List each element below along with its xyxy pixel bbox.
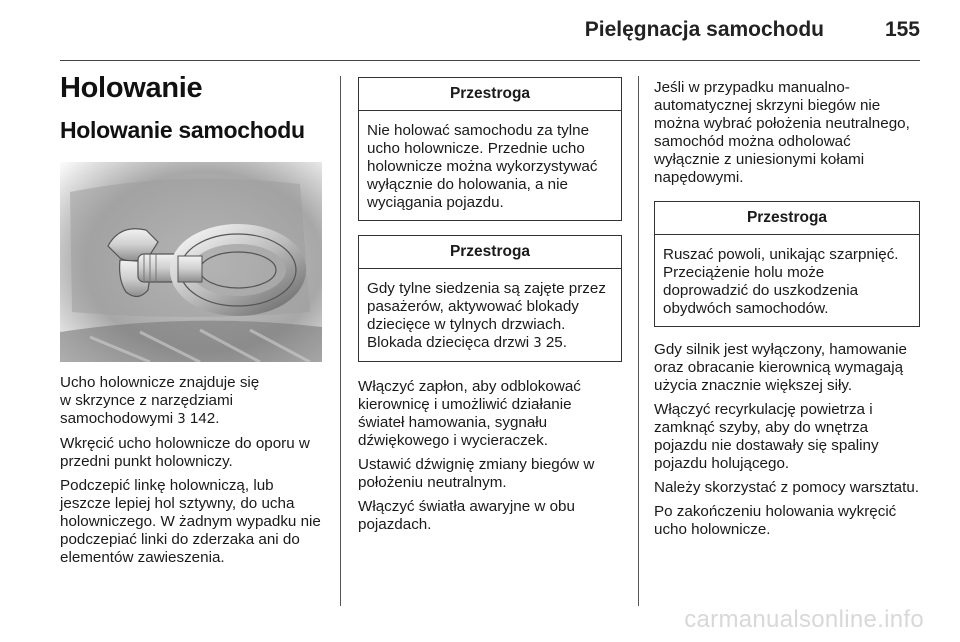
page-ref-icon: 3: [533, 336, 542, 351]
paragraph-ignition: Włączyć zapłon, aby odblokować kierownicę i umożliwić działanie świateł hamowania, sygnału dźwiękowego i wycieraczek.: [358, 378, 581, 449]
warning-box-rear-eye: [358, 77, 622, 221]
column-2: [358, 77, 622, 540]
watermark-logo: carmanualsonline.info: [684, 606, 924, 633]
warning-title: Przestroga: [359, 78, 621, 111]
warning-body: Nie holować samochodu za tylne ucho holownicze. Przednie ucho holownicze można wykorzystywać wyłącznie do holowania, a nie wyciągania pojazdu.: [367, 122, 598, 211]
warning-body: Gdy tylne siedzenia są zajęte przez pasażerów, aktywować blokady dziecięce w tylnych drzwiach. Blokada dziecięca drzwi 3 25.: [367, 280, 606, 351]
column-divider-2: [638, 76, 639, 606]
column-1: [60, 72, 322, 566]
paragraph-screw-in: Wkręcić ucho holownicze do oporu w przedni punkt holowniczy.: [60, 435, 310, 470]
paragraph-workshop: Należy skorzystać z pomocy warsztatu.: [654, 479, 920, 496]
header-divider: [60, 60, 920, 61]
paragraph-remove-eye: Po zakończeniu holowania wykręcić ucho holownicze.: [654, 503, 897, 538]
warning-title: Przestroga: [359, 236, 621, 269]
subsection-title: Holowanie samochodu: [60, 117, 305, 143]
paragraph-neutral: Ustawić dźwignię zmiany biegów w położeniu neutralnym.: [358, 456, 595, 491]
column-divider-1: [340, 76, 341, 606]
warning-title: Przestroga: [655, 202, 919, 235]
paragraph-tow-eye-location: Ucho holownicze znajduje się w skrzynce z narzędziami samochodowymi 3 142.: [60, 374, 260, 427]
page-reference[interactable]: 25.: [545, 334, 567, 351]
paragraph-automated-gearbox: Jeśli w przypadku manualno-automatycznej skrzyni biegów nie można wybrać położenia neutralnego, samochód można odholować wyłącznie z uniesionymi kołami napędowymi.: [654, 79, 910, 186]
warning-box-child-locks: [358, 235, 622, 362]
warning-box-start-slowly: [654, 201, 920, 327]
column-3: [654, 79, 920, 545]
paragraph-attach-rope: Podczepić linkę holowniczą, lub jeszcze lepiej hol sztywny, do ucha holowniczego. W żadnym wypadku nie podczepiać linki do zderzaka ani do elementów zawieszenia.: [60, 477, 321, 566]
column-1-body: [60, 374, 322, 573]
towing-eye-illustration: [60, 162, 322, 362]
paragraph-recirculation: Włączyć recyrkulację powietrza i zamknąć szyby, aby do wnętrza pojazdu nie dostawały się spaliny pojazdu holującego.: [654, 401, 879, 472]
section-title: Holowanie: [60, 72, 203, 104]
warning-body: Ruszać powoli, unikając szarpnięć. Przeciążenie holu może doprowadzić do uszkodzenia obydwóch samochodów.: [663, 246, 899, 317]
page-ref-icon: 3: [177, 412, 186, 427]
page-reference[interactable]: 142.: [189, 410, 220, 427]
paragraph-hazard-lights: Włączyć światła awaryjne w obu pojazdach.: [358, 498, 575, 533]
page-header: [60, 16, 920, 42]
page-number: 155: [884, 18, 920, 41]
paragraph-engine-off: Gdy silnik jest wyłączony, hamowanie oraz obracanie kierownicą wymagają użycia znacznie większej siły.: [654, 341, 907, 394]
header-title: Pielęgnacja samochodu: [584, 18, 824, 41]
